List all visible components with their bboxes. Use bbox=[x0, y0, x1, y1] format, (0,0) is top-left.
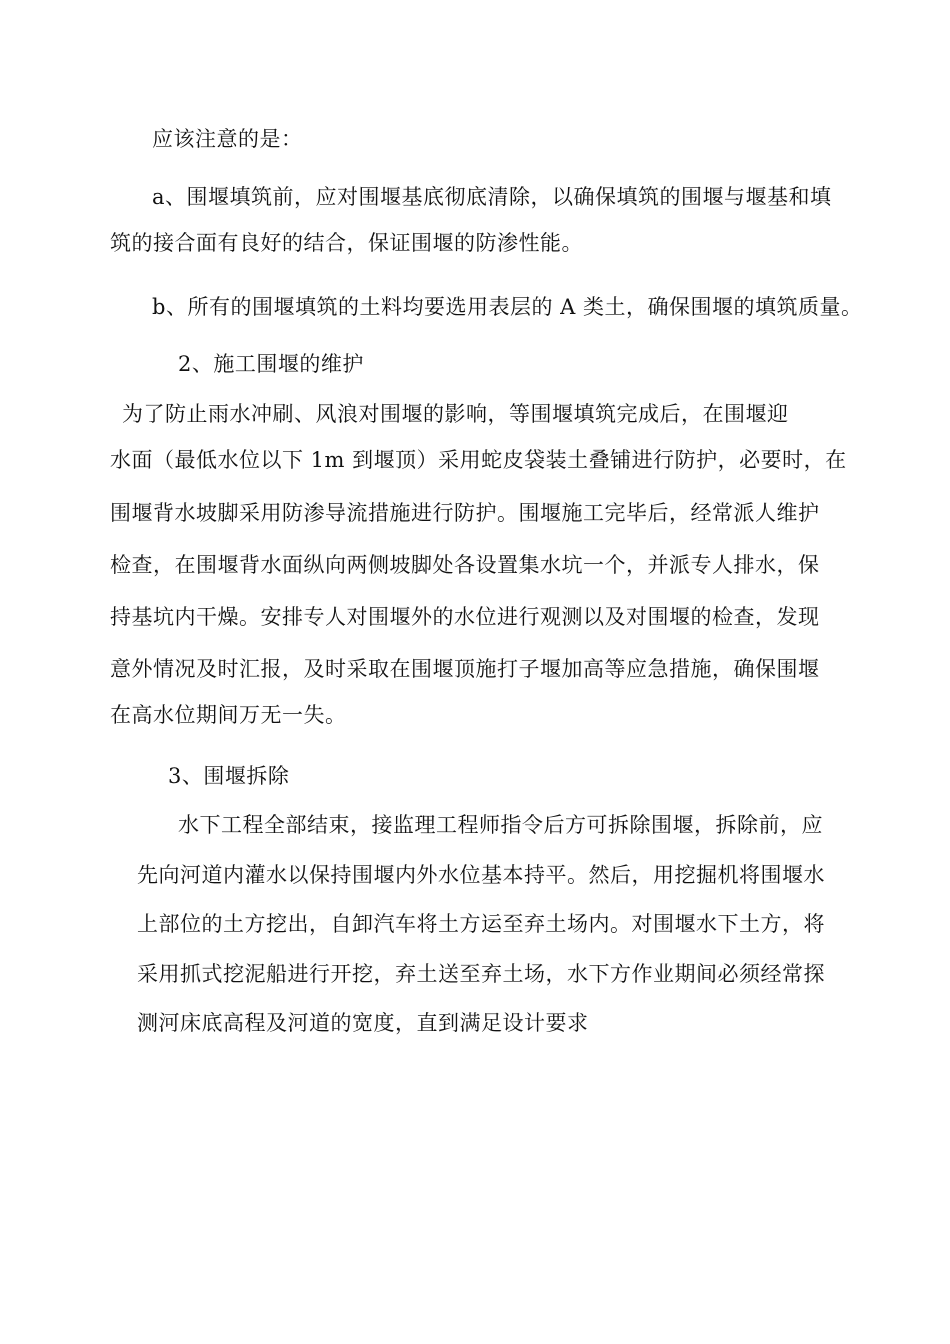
section-2-line: 水面（最低水位以下 1m 到堰顶）采用蛇皮袋装土叠铺进行防护，必要时，在 bbox=[110, 448, 847, 472]
item-a-line-2: 筑的接合面有良好的结合，保证围堰的防渗性能。 bbox=[110, 231, 583, 255]
section-2-line: 检查，在围堰背水面纵向两侧坡脚处各设置集水坑一个，并派专人排水，保 bbox=[110, 553, 820, 577]
section-2-line: 持基坑内干燥。安排专人对围堰外的水位进行观测以及对围堰的检查，发现 bbox=[110, 605, 820, 629]
item-a-line-1: a、围堰填筑前，应对围堰基底彻底清除，以确保填筑的围堰与堰基和填 bbox=[152, 185, 832, 209]
section-2-line: 意外情况及时汇报，及时采取在围堰顶施打子堰加高等应急措施，确保围堰 bbox=[110, 657, 820, 681]
section-3-heading: 3、围堰拆除 bbox=[168, 764, 290, 788]
item-b-text: b、所有的围堰填筑的土料均要选用表层的 A 类土，确保围堰的填筑质量。 bbox=[152, 295, 863, 319]
section-3-line: 水下工程全部结束，接监理工程师指令后方可拆除围堰，拆除前，应 bbox=[178, 813, 823, 837]
section-3-line: 测河床底高程及河道的宽度，直到满足设计要求 bbox=[137, 1011, 589, 1035]
section-2-heading: 2、施工围堰的维护 bbox=[178, 352, 364, 376]
section-2-line: 在高水位期间万无一失。 bbox=[110, 703, 347, 727]
section-3-line: 上部位的土方挖出，自卸汽车将土方运至弃土场内。对围堰水下土方，将 bbox=[137, 912, 825, 936]
section-2-line: 围堰背水坡脚采用防渗导流措施进行防护。围堰施工完毕后，经常派人维护 bbox=[110, 501, 820, 525]
section-2-line: 为了防止雨水冲刷、风浪对围堰的影响，等围堰填筑完成后，在围堰迎 bbox=[122, 402, 789, 426]
section-3-line: 先向河道内灌水以保持围堰内外水位基本持平。然后，用挖掘机将围堰水 bbox=[137, 863, 825, 887]
intro-text: 应该注意的是： bbox=[152, 127, 303, 151]
section-3-line: 采用抓式挖泥船进行开挖，弃土送至弃土场，水下方作业期间必须经常探 bbox=[137, 962, 825, 986]
